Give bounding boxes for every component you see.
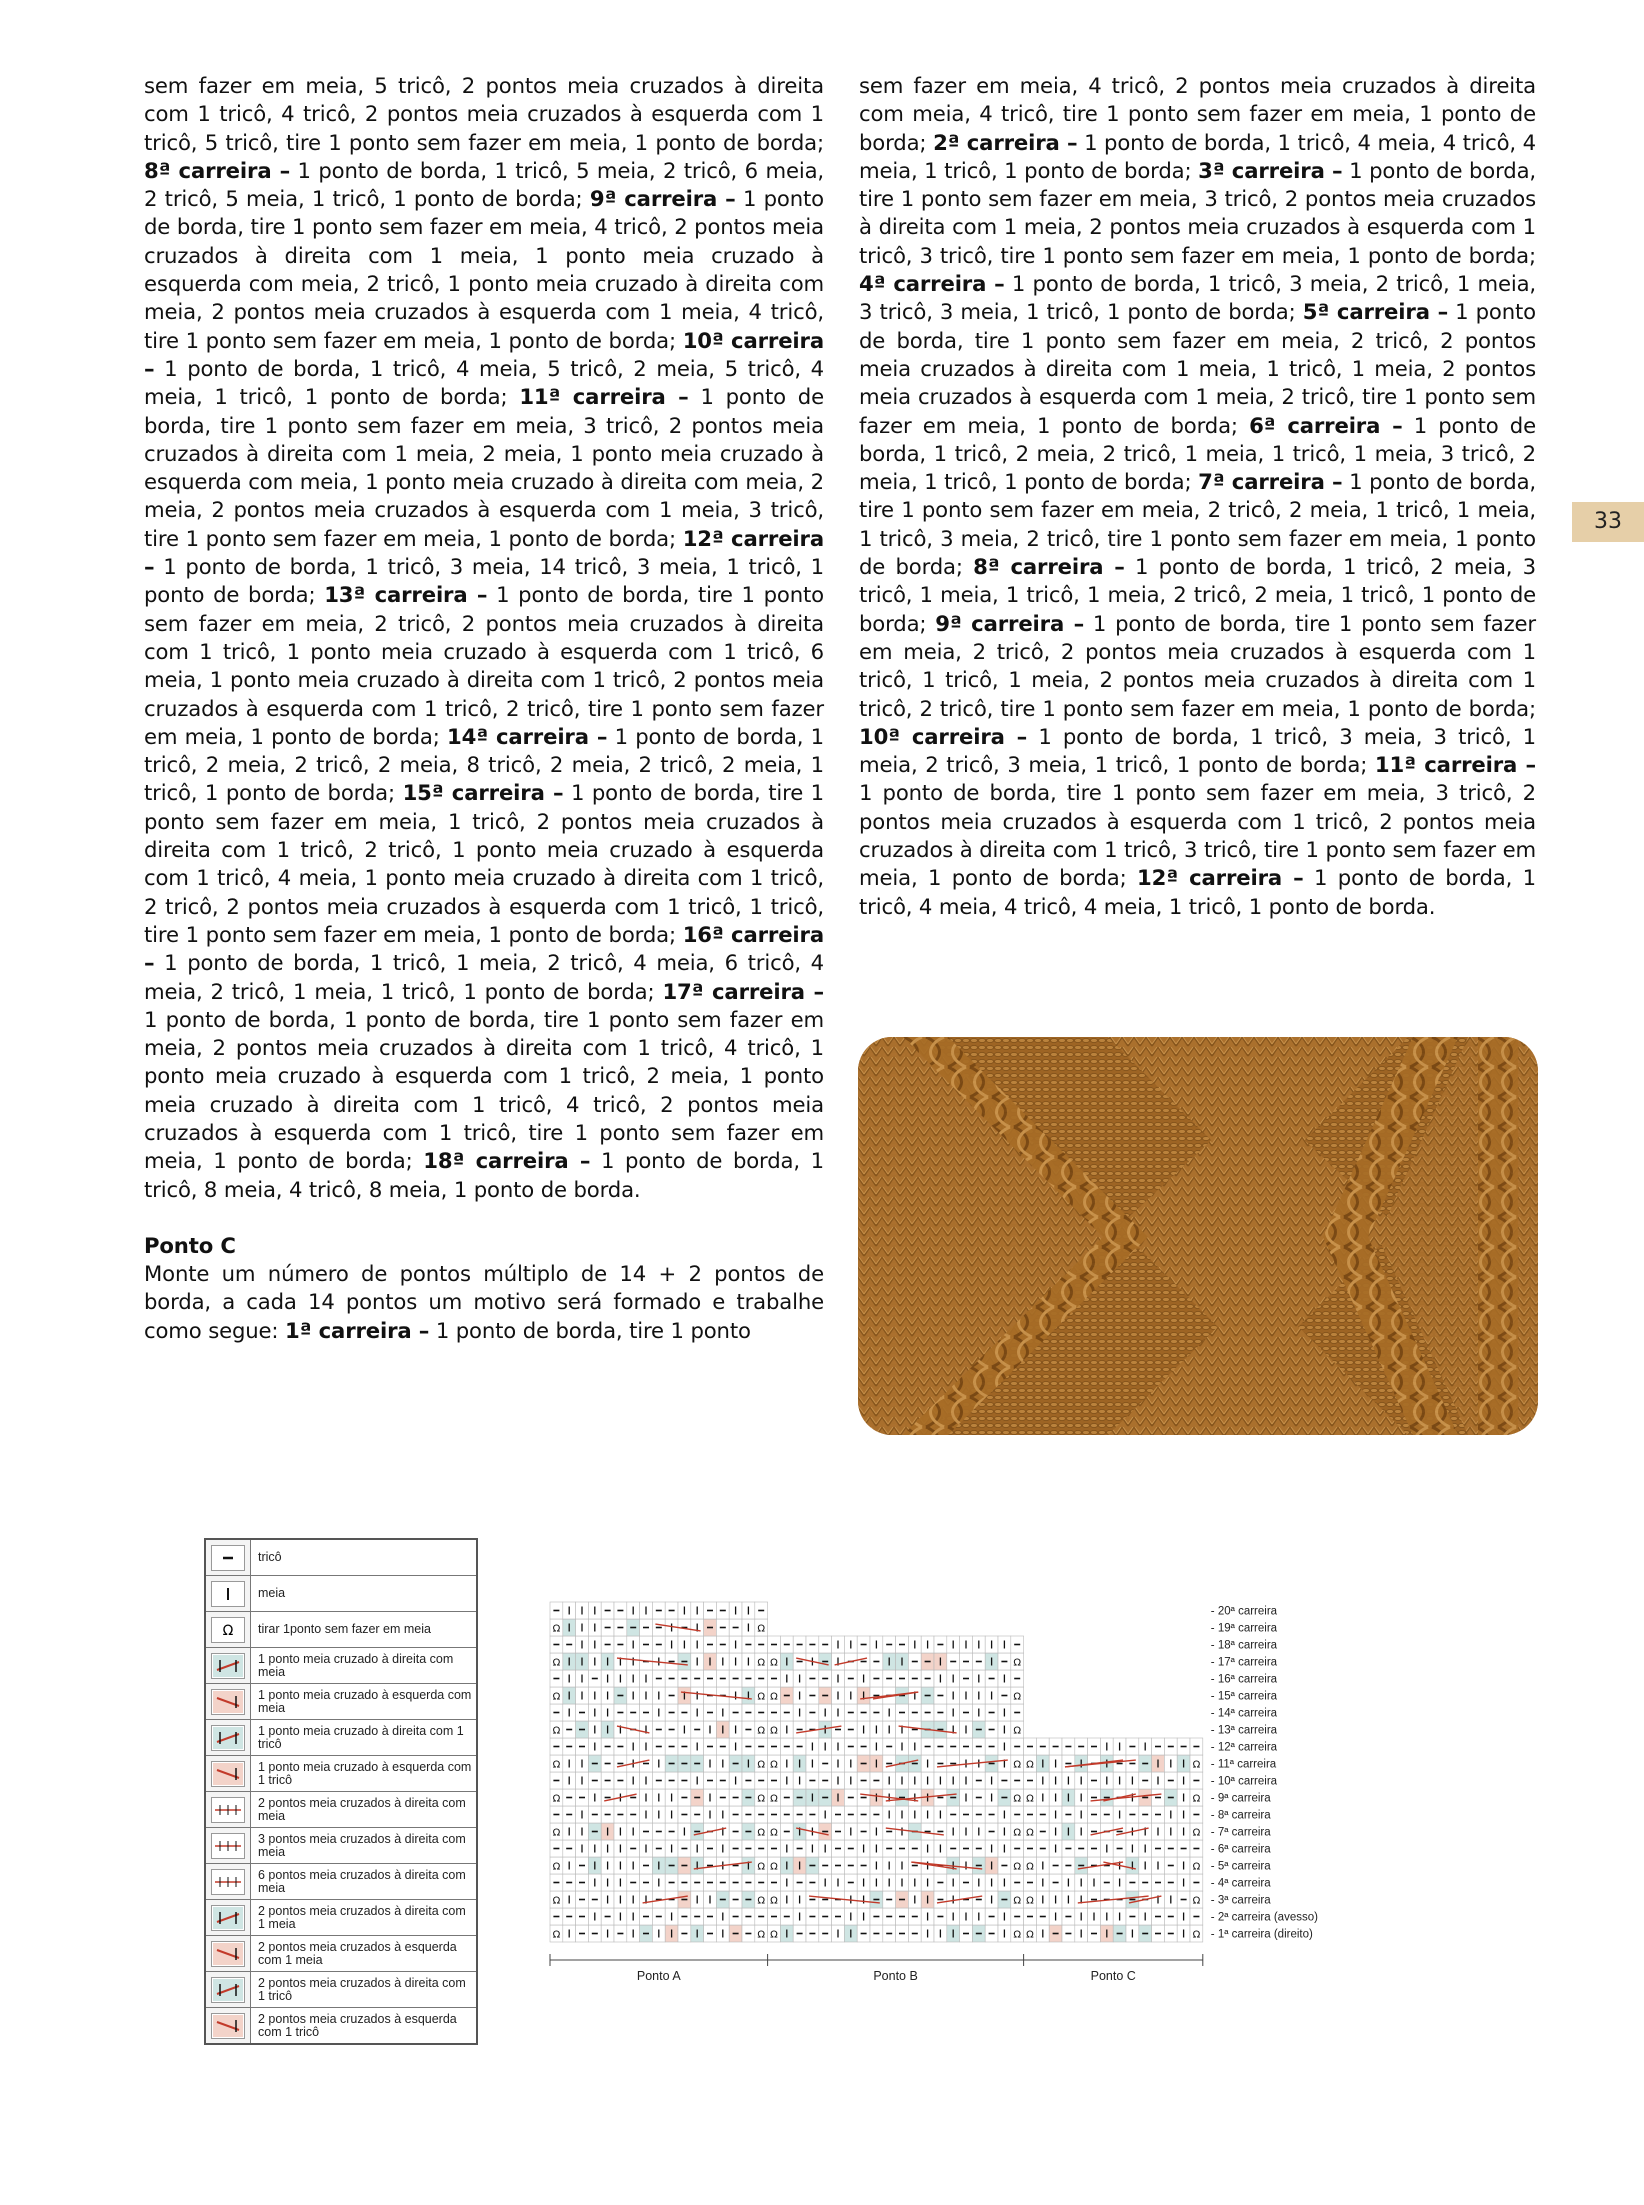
slip-stitch-symbol: Ω (770, 1725, 778, 1737)
legend-label: 1 ponto meia cruzado à esquerda com 1 tricô (258, 1759, 472, 1787)
row-heading: 7ª carreira – (1198, 469, 1343, 495)
slip-stitch-symbol: Ω (552, 1929, 561, 1941)
section-label: Ponto C (1090, 1969, 1136, 1983)
stitch-chart (540, 1598, 1540, 1998)
text-span: 1 ponto de borda, tire 1 ponto sem fazer em meia, 2 tricô, 2 pontos meia cruzados à esquerda com 1 tricô, 1 tricô, 1 meia, 2 pontos meia cruzados à direita com 1 tricô, 2 tricô, tire 1 ponto sem fazer em meia, 1 ponto de borda; (859, 610, 1536, 721)
row-label: - 3ª carreira (1210, 1894, 1271, 1907)
slip-stitch-symbol: Ω (757, 1725, 766, 1737)
slip-stitch-symbol: Ω (552, 1657, 561, 1669)
legend-symbol-graphic (211, 1617, 245, 1643)
text-span: 1 ponto de borda, 1 tricô, 5 meia, 2 tricô, 6 meia, 2 tricô, 5 meia, 1 tricô, 1 ponto de borda; (144, 157, 824, 212)
section-title-ponto-c: Ponto C (144, 1232, 236, 1258)
slip-stitch-symbol: Ω (1013, 1827, 1022, 1839)
text-span: 1 ponto de borda, 1 tricô, 1 meia, 2 tricô, 4 meia, 6 tricô, 4 meia, 2 tricô, 1 meia, 1 tricô, 1 ponto de borda; (144, 950, 824, 1004)
legend-symbol-graphic (211, 1869, 245, 1895)
left-text-column (144, 72, 824, 1345)
legend-row (206, 1720, 476, 1756)
row-heading: 11ª carreira – (519, 384, 689, 410)
slip-stitch-symbol: Ω (757, 1929, 766, 1941)
legend-symbol (206, 1972, 251, 2007)
legend-symbol-graphic (211, 1689, 245, 1715)
legend-row (206, 1900, 476, 1936)
legend-label: 6 pontos meia cruzados à direita com meia (258, 1867, 466, 1895)
row-label: - 15ª carreira (1210, 1690, 1278, 1703)
section-label: Ponto A (636, 1969, 681, 1983)
row-label: - 1ª carreira (direito) (1210, 1928, 1313, 1941)
slip-stitch-symbol: Ω (1192, 1759, 1201, 1771)
row-label: - 20ª carreira (1210, 1605, 1278, 1618)
row-heading: 12ª carreira – (1137, 865, 1304, 891)
text-span: 1 ponto de borda, 1 tricô, 4 meia, 4 tricô, 4 meia, 1 tricô, 1 ponto de borda. (859, 865, 1536, 919)
slip-stitch-symbol: Ω (770, 1895, 778, 1907)
legend-symbol-graphic (211, 1545, 245, 1571)
slip-stitch-symbol: Ω (1013, 1929, 1022, 1941)
legend-label: 1 ponto meia cruzado à direita com meia (258, 1651, 454, 1679)
row-label: - 16ª carreira (1210, 1673, 1278, 1686)
slip-stitch-symbol: Ω (1013, 1759, 1022, 1771)
legend-symbol (206, 1936, 251, 1971)
row-heading: 10ª carreira – (144, 327, 824, 381)
legend-label: 2 pontos meia cruzados à direita com 1 meia (258, 1903, 466, 1931)
legend-label: meia (258, 1586, 286, 1600)
legend-label: 2 pontos meia cruzados à esquerda com 1 meia (258, 1939, 457, 1967)
legend-symbol (206, 1864, 251, 1899)
knit-swatch-photo (858, 1037, 1538, 1435)
row-heading: 5ª carreira – (1302, 299, 1449, 325)
row-label: - 14ª carreira (1210, 1707, 1278, 1720)
row-heading: 1ª carreira – (285, 1317, 430, 1343)
slip-stitch-symbol: Ω (757, 1691, 766, 1703)
text-span: sem fazer em meia, 5 tricô, 2 pontos meia cruzados à direita com 1 tricô, 4 tricô, 2 pontos meia cruzados à esquerda com 1 tricô, 5 tricô, tire 1 ponto sem fazer em meia, 1 ponto de borda; (144, 73, 824, 155)
row-heading: 9ª carreira – (935, 610, 1085, 636)
row-label: - 12ª carreira (1210, 1741, 1278, 1754)
text-span: 1 ponto de borda, tire 1 ponto sem fazer em meia, 2 tricô, 2 pontos meia cruzados à direita com 1 meia, 1 tricô, 1 meia, 2 pontos meia cruzados à esquerda com 1 meia, 2 tricô, tire 1 ponto sem fazer em meia, 1 ponto de borda; (859, 299, 1536, 438)
legend-row (206, 1540, 476, 1576)
symbol-legend (204, 1538, 478, 2045)
row-label: - 11ª carreira (1210, 1758, 1277, 1771)
slip-stitch-symbol: Ω (1192, 1895, 1201, 1907)
legend-label: tricô (258, 1550, 282, 1564)
slip-stitch-symbol: Ω (1013, 1861, 1022, 1873)
row-heading: 11ª carreira – (1374, 752, 1536, 778)
slip-stitch-symbol: Ω (552, 1861, 561, 1873)
slip-stitch-symbol: Ω (757, 1759, 766, 1771)
row-label: - 4ª carreira (1210, 1877, 1271, 1890)
slip-stitch-symbol: Ω (1192, 1793, 1201, 1805)
legend-symbol-graphic (211, 1653, 245, 1679)
legend-row (206, 1576, 476, 1612)
slip-stitch-symbol: Ω (1013, 1793, 1022, 1805)
row-heading: 14ª carreira – (447, 723, 608, 749)
text-span: 1 ponto de borda, 1 ponto de borda, tire 1 ponto sem fazer em meia, 2 pontos meia cruzados à direita com 1 tricô, 4 tricô, 1 ponto meia cruzado à esquerda com 1 tricô, 2 meia, 1 ponto meia cruzado à direita com 1 tricô, 4 tricô, 2 pontos meia cruzados à esquerda com 1 tricô, tire 1 ponto sem fazer em meia, 1 ponto de borda; (144, 1006, 824, 1174)
row-label: - 8ª carreira (1210, 1809, 1271, 1822)
svg-text:Ω: Ω (222, 1622, 234, 1639)
legend-symbol-graphic (211, 2013, 245, 2039)
legend-symbol (206, 1900, 251, 1935)
slip-stitch-symbol: Ω (1013, 1691, 1022, 1703)
legend-label: 2 pontos meia cruzados à esquerda com 1 tricô (258, 2011, 457, 2039)
slip-stitch-symbol: Ω (1013, 1725, 1022, 1737)
legend-row (206, 1756, 476, 1792)
row-heading: 8ª carreira – (144, 157, 291, 183)
slip-stitch-symbol: Ω (1026, 1929, 1034, 1941)
ponto-c-intro (144, 1260, 824, 1345)
text-span: 1 ponto de borda, 1 tricô, 2 meia, 3 tricô, 1 meia, 1 tricô, 1 meia, 2 tricô, 2 meia, 1 tricô, 1 ponto de borda; (859, 554, 1536, 636)
slip-stitch-symbol: Ω (757, 1895, 766, 1907)
legend-symbol-graphic (211, 1761, 245, 1787)
legend-row (206, 1684, 476, 1720)
row-heading: 12ª carreira – (144, 525, 824, 580)
row-label: - 19ª carreira (1210, 1622, 1278, 1635)
legend-symbol (206, 1720, 251, 1755)
text-span: 1 ponto de borda, tire 1 ponto sem fazer em meia, 4 tricô, 2 pontos meia cruzados à direita com 1 meia, 1 ponto meia cruzado à esquerda com meia, 2 tricô, 1 ponto meia cruzado à direita com meia, 2 pontos meia cruzados à esquerda com 1 meia, 4 tricô, tire 1 ponto sem fazer em meia, 1 ponto de borda; (144, 186, 824, 353)
slip-stitch-symbol: Ω (770, 1861, 778, 1873)
legend-label: 2 pontos meia cruzados à direita com 1 tricô (258, 1975, 466, 2003)
slip-stitch-symbol: Ω (770, 1657, 778, 1669)
slip-stitch-symbol: Ω (1026, 1895, 1034, 1907)
legend-label: tirar 1ponto sem fazer em meia (258, 1622, 431, 1636)
slip-stitch-symbol: Ω (770, 1827, 778, 1839)
row-label: - 9ª carreira (1210, 1792, 1271, 1805)
legend-label: 3 pontos meia cruzados à direita com meia (258, 1831, 466, 1859)
slip-stitch-symbol: Ω (1026, 1759, 1034, 1771)
slip-stitch-symbol: Ω (1013, 1895, 1022, 1907)
right-text-column (859, 72, 1536, 921)
text-span: 1 ponto de borda, tire 1 ponto sem fazer em meia, 3 tricô, 2 pontos meia cruzados à direita com 1 meia, 2 meia, 1 ponto meia cruzado à esquerda com meia, 1 ponto meia cruzado à direita com meia, 2 meia, 2 pontos meia cruzados à esquerda com 1 meia, 3 tricô, tire 1 ponto sem fazer em meia, 1 ponto de borda; (144, 384, 824, 551)
slip-stitch-symbol: Ω (1026, 1861, 1034, 1873)
legend-symbol (206, 2008, 251, 2043)
row-label: - 6ª carreira (1210, 1843, 1271, 1856)
knit-swatch-illustration (858, 1037, 1538, 1435)
legend-symbol (206, 1576, 251, 1611)
text-span: 1 ponto de borda, 1 tricô, 2 meia, 2 tricô, 2 meia, 8 tricô, 2 meia, 2 tricô, 2 meia, 1 tricô, 1 ponto de borda; (144, 723, 824, 806)
text-span: 1 ponto de borda, 1 tricô, 2 meia, 2 tricô, 1 meia, 1 tricô, 1 meia, 3 tricô, 2 meia, 1 tricô, 1 ponto de borda; (859, 412, 1536, 495)
legend-symbol (206, 1756, 251, 1791)
legend-row (206, 2008, 476, 2043)
slip-stitch-symbol: Ω (757, 1861, 766, 1873)
row-label: - 17ª carreira (1210, 1656, 1278, 1669)
slip-stitch-symbol: Ω (1192, 1827, 1201, 1839)
row-heading: 3ª carreira – (1198, 157, 1343, 183)
page-number: 33 (1572, 502, 1644, 542)
slip-stitch-symbol: Ω (1013, 1657, 1022, 1669)
row-heading: 6ª carreira – (1249, 412, 1403, 438)
legend-symbol (206, 1648, 251, 1683)
text-span: 1 ponto de borda, 1 tricô, 4 meia, 4 tricô, 4 meia, 1 tricô, 1 ponto de borda; (859, 129, 1536, 183)
slip-stitch-symbol: Ω (552, 1895, 561, 1907)
legend-symbol (206, 1684, 251, 1719)
text-span: sem fazer em meia, 4 tricô, 2 pontos meia cruzados à direita com meia, 4 tricô, tire 1 ponto sem fazer em meia, 1 ponto de borda; (859, 73, 1536, 155)
slip-stitch-symbol: Ω (757, 1793, 766, 1805)
slip-stitch-symbol: Ω (552, 1725, 561, 1737)
text-span: 1 ponto de borda, 1 tricô, 4 meia, 5 tricô, 2 meia, 5 tricô, 4 meia, 1 tricô, 1 ponto de borda; (144, 355, 824, 410)
slip-stitch-symbol: Ω (770, 1759, 778, 1771)
legend-row (206, 1648, 476, 1684)
row-heading: 10ª carreira – (859, 723, 1028, 749)
slip-stitch-symbol: Ω (757, 1657, 766, 1669)
slip-stitch-symbol: Ω (757, 1623, 766, 1635)
slip-stitch-symbol: Ω (1026, 1793, 1034, 1805)
slip-stitch-symbol: Ω (770, 1691, 778, 1703)
text-span: 1 ponto de borda, tire 1 ponto sem fazer em meia, 1 tricô, 2 pontos meia cruzados à direita com 1 tricô, 2 tricô, 1 ponto meia cruzado à esquerda com 1 tricô, 4 meia, 1 ponto meia cruzado à direita com 1 tricô, 2 tricô, 2 pontos meia cruzados à esquerda com 1 tricô, 1 tricô, tire 1 ponto sem fazer em meia, 1 ponto de borda; (144, 780, 824, 947)
legend-symbol (206, 1828, 251, 1863)
text-span: 1 ponto de borda, tire 1 ponto sem fazer em meia, 3 tricô, 2 pontos meia cruzados à direita com 1 meia, 2 pontos meia cruzados à esquerda com 1 tricô, 3 tricô, tire 1 ponto sem fazer em meia, 1 ponto de borda; (859, 157, 1537, 268)
text-span: 1 ponto de borda, 1 tricô, 8 meia, 4 tricô, 8 meia, 1 ponto de borda. (144, 1148, 824, 1202)
row-heading: 15ª carreira – (402, 780, 564, 806)
legend-label: 1 ponto meia cruzado à esquerda com meia (258, 1687, 472, 1715)
legend-row (206, 1828, 476, 1864)
legend-row (206, 1972, 476, 2008)
slip-stitch-symbol: Ω (552, 1759, 561, 1771)
legend-row (206, 1792, 476, 1828)
legend-row (206, 1612, 476, 1648)
row-heading: 13ª carreira – (324, 582, 488, 608)
slip-stitch-symbol: Ω (552, 1827, 561, 1839)
text-span: 1 ponto de borda, tire 1 ponto sem fazer em meia, 2 tricô, 2 pontos meia cruzados à direita com 1 tricô, 1 ponto meia cruzado à esquerda com 1 tricô, 6 meia, 1 ponto meia cruzado à direita com 1 tricô, 2 pontos meia cruzados à esquerda com 1 tricô, 2 tricô, tire 1 ponto sem fazer em meia, 1 ponto de borda; (144, 582, 824, 749)
slip-stitch-symbol: Ω (770, 1793, 778, 1805)
row-heading: 4ª carreira – (859, 271, 1005, 297)
slip-stitch-symbol: Ω (1192, 1861, 1201, 1873)
text-span: 1 ponto de borda, tire 1 ponto sem fazer em meia, 2 tricô, 2 meia, 1 tricô, 1 meia, 1 tricô, 3 meia, 2 tricô, tire 1 ponto sem fazer em meia, 1 ponto de borda; (859, 469, 1537, 580)
row-heading: 9ª carreira – (589, 186, 736, 212)
slip-stitch-symbol: Ω (757, 1827, 766, 1839)
legend-symbol-graphic (211, 1977, 245, 2003)
text-span: 1 ponto de borda, 1 tricô, 3 meia, 3 tricô, 1 meia, 2 tricô, 3 meia, 1 tricô, 1 ponto de borda; (859, 723, 1536, 778)
legend-label: 1 ponto meia cruzado à direita com 1 tricô (258, 1723, 464, 1751)
slip-stitch-symbol: Ω (1192, 1929, 1201, 1941)
row-label: - 13ª carreira (1210, 1724, 1278, 1737)
text-span: 1 ponto de borda, tire 1 ponto (429, 1317, 751, 1343)
section-label: Ponto B (873, 1969, 918, 1983)
row-label: - 10ª carreira (1210, 1775, 1278, 1788)
slip-stitch-symbol: Ω (552, 1623, 561, 1635)
row-label: - 5ª carreira (1210, 1860, 1271, 1873)
slip-stitch-symbol: Ω (552, 1691, 561, 1703)
legend-symbol (206, 1792, 251, 1827)
row-label: - 2ª carreira (avesso) (1210, 1911, 1318, 1924)
legend-symbol-graphic (211, 1797, 245, 1823)
legend-symbol-graphic (211, 1905, 245, 1931)
row-heading: 17ª carreira – (662, 978, 824, 1004)
row-heading: 18ª carreira – (423, 1148, 591, 1174)
text-span: Monte um número de pontos múltiplo de 14 + 2 pontos de borda, a cada 14 pontos um motivo será formado e trabalhe como segue: (144, 1261, 824, 1343)
text-span: 1 ponto de borda, 1 tricô, 3 meia, 2 tricô, 1 meia, 3 tricô, 3 meia, 1 tricô, 1 ponto de borda; (859, 271, 1536, 325)
legend-row (206, 1936, 476, 1972)
row-label: - 18ª carreira (1210, 1639, 1278, 1652)
legend-symbol (206, 1540, 251, 1575)
legend-symbol-graphic (211, 1581, 245, 1607)
legend-label: 2 pontos meia cruzados à direita com meia (258, 1795, 466, 1823)
text-span: 1 ponto de borda, tire 1 ponto sem fazer em meia, 3 tricô, 2 pontos meia cruzados à esquerda com 1 tricô, 2 pontos meia cruzados à direita com 1 tricô, 3 tricô, tire 1 ponto sem fazer em meia, 1 ponto de borda; (859, 780, 1536, 891)
text-span: 1 ponto de borda, 1 tricô, 3 meia, 14 tricô, 3 meia, 1 tricô, 1 ponto de borda; (144, 554, 824, 608)
row-label: - 7ª carreira (1210, 1826, 1271, 1839)
legend-row (206, 1864, 476, 1900)
row-heading: 2ª carreira – (933, 129, 1078, 155)
slip-stitch-symbol: Ω (770, 1929, 778, 1941)
legend-symbol (206, 1612, 251, 1647)
slip-stitch-symbol: Ω (552, 1793, 561, 1805)
legend-symbol-graphic (211, 1833, 245, 1859)
row-heading: 8ª carreira – (973, 554, 1125, 580)
legend-symbol-graphic (211, 1941, 245, 1967)
legend-symbol-graphic (211, 1725, 245, 1751)
slip-stitch-symbol: Ω (1026, 1827, 1034, 1839)
row-heading: 16ª carreira – (144, 921, 824, 976)
